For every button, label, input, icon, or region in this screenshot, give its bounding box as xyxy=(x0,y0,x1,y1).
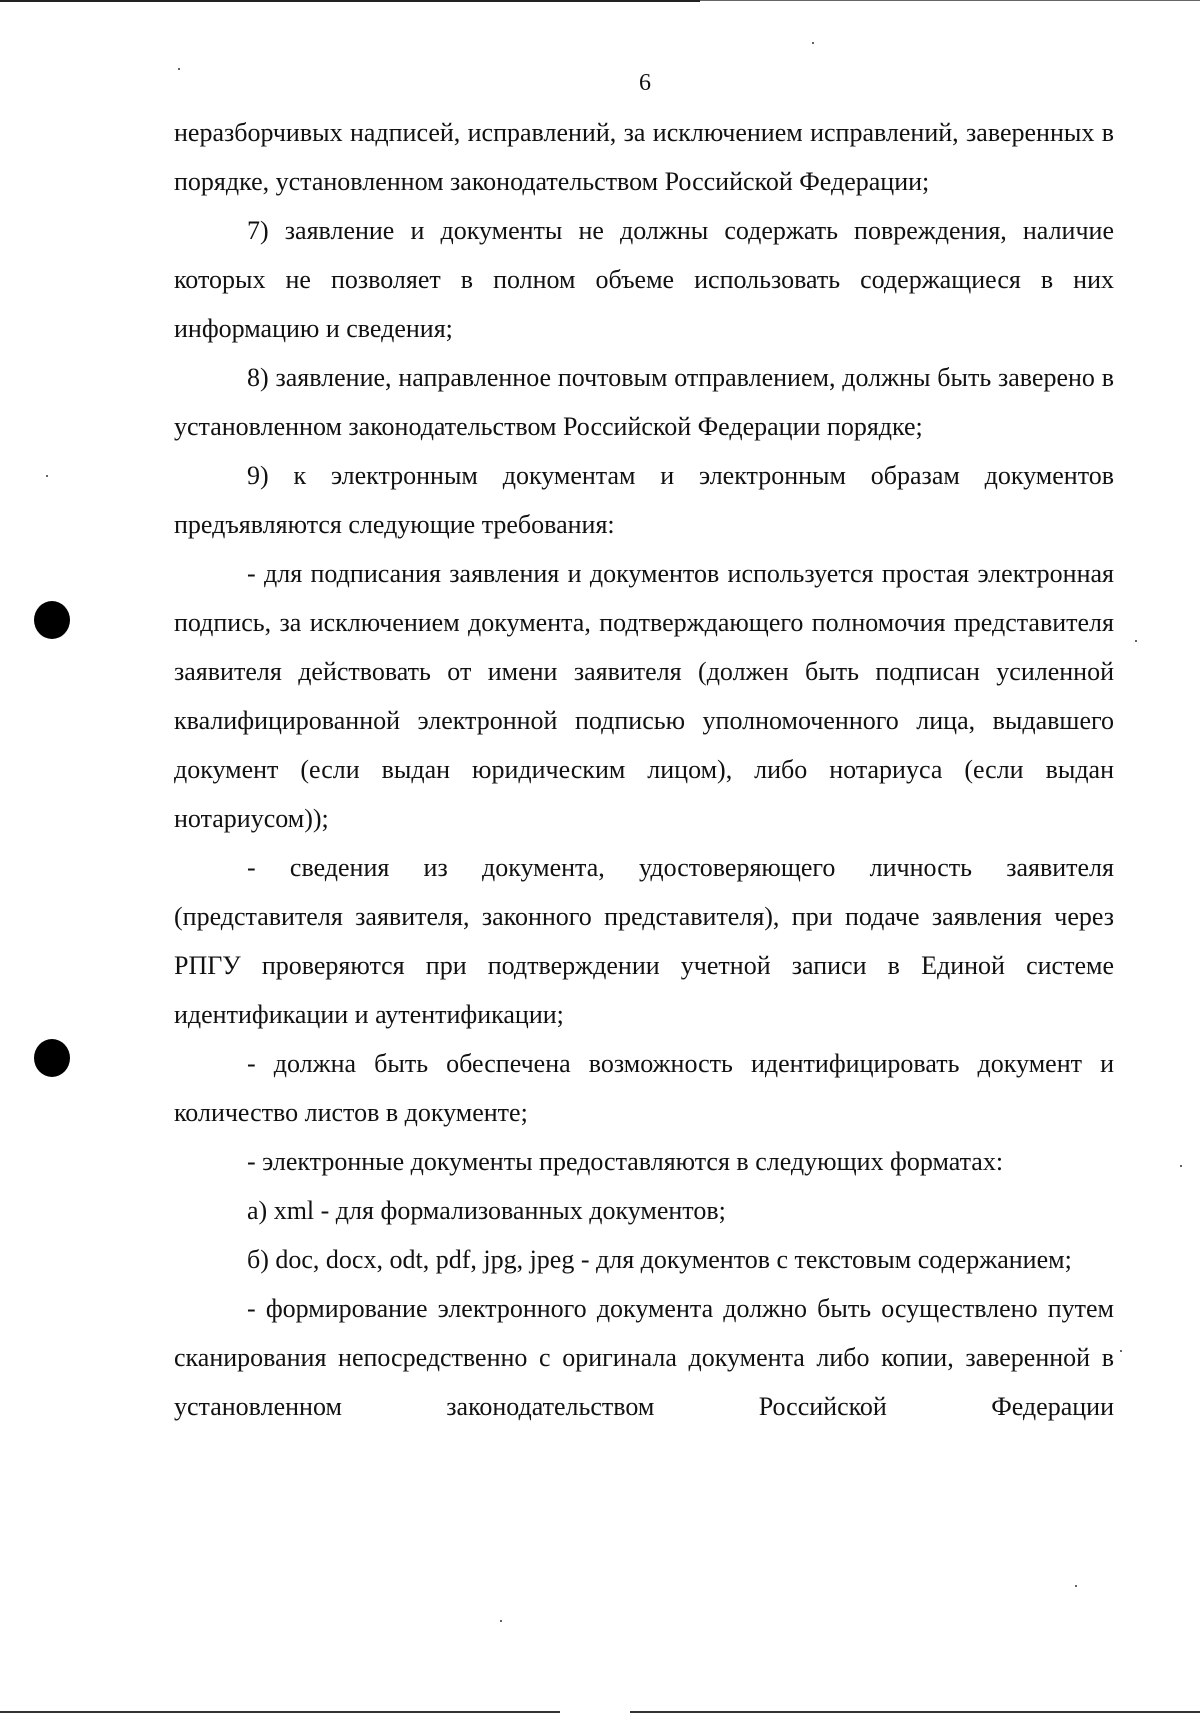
paragraph-identification: - должна быть обеспечена возможность идентифицировать документ и количество листов в документе; xyxy=(174,1049,1114,1127)
paragraph-item-8: 8) заявление, направленное почтовым отправлением, должны быть заверено в установленном законодательством Российской Федерации порядке; xyxy=(174,363,1114,441)
paragraph-item-7: 7) заявление и документы не должны содержать повреждения, наличие которых не позволяет в полном объеме использовать содержащиеся в них информацию и сведения; xyxy=(174,216,1114,343)
document-body xyxy=(174,108,1114,1431)
scan-speck xyxy=(1120,1350,1122,1352)
scan-speck xyxy=(1135,640,1137,642)
paragraph-scanning: - формирование электронного документа должно быть осуществлено путем сканирования непосредственно с оригинала документа либо копии, заверенной в установленном законодательством Российской Федерации xyxy=(174,1294,1114,1421)
punch-hole-upper xyxy=(34,601,70,639)
punch-hole-lower xyxy=(34,1039,70,1077)
scan-speck xyxy=(812,42,814,44)
paragraph-format-text: б) doc, docx, odt, pdf, jpg, jpeg - для документов с текстовым содержанием; xyxy=(247,1245,1072,1274)
paragraph-signature-requirement: - для подписания заявления и документов используется простая электронная подпись, за исключением документа, подтверждающего полномочия представителя заявителя действовать от имени заявителя (должен быть подписан усиленной квалифицированной электронной подписью уполномоченного лица, выдавшего документ (если выдан юридическим лицом), либо нотариуса (если выдан нотариусом)); xyxy=(174,559,1114,833)
scan-speck xyxy=(500,1620,502,1622)
paragraph-continuation: неразборчивых надписей, исправлений, за исключением исправлений, заверенных в порядке, установленном законодательством Российской Федерации; xyxy=(174,118,1114,196)
scan-speck xyxy=(46,475,48,477)
paragraph-identity-check: - сведения из документа, удостоверяющего личность заявителя (представителя заявителя, законного представителя), при подаче заявления через РПГУ проверяются при подтверждении учетной записи в Единой системе идентификации и аутентификации; xyxy=(174,853,1114,1029)
paragraph-formats: - электронные документы предоставляются в следующих форматах: xyxy=(247,1147,1004,1176)
paragraph-format-xml: а) xml - для формализованных документов; xyxy=(247,1196,726,1225)
scan-edge-top xyxy=(0,0,700,2)
paragraph-item-9: 9) к электронным документам и электронным образам документов предъявляются следующие требования: xyxy=(174,461,1114,539)
scan-edge-top-faint xyxy=(700,0,1200,1)
scan-speck xyxy=(1075,1585,1077,1587)
page-number: 6 xyxy=(639,70,651,96)
scan-speck xyxy=(1180,1165,1182,1167)
